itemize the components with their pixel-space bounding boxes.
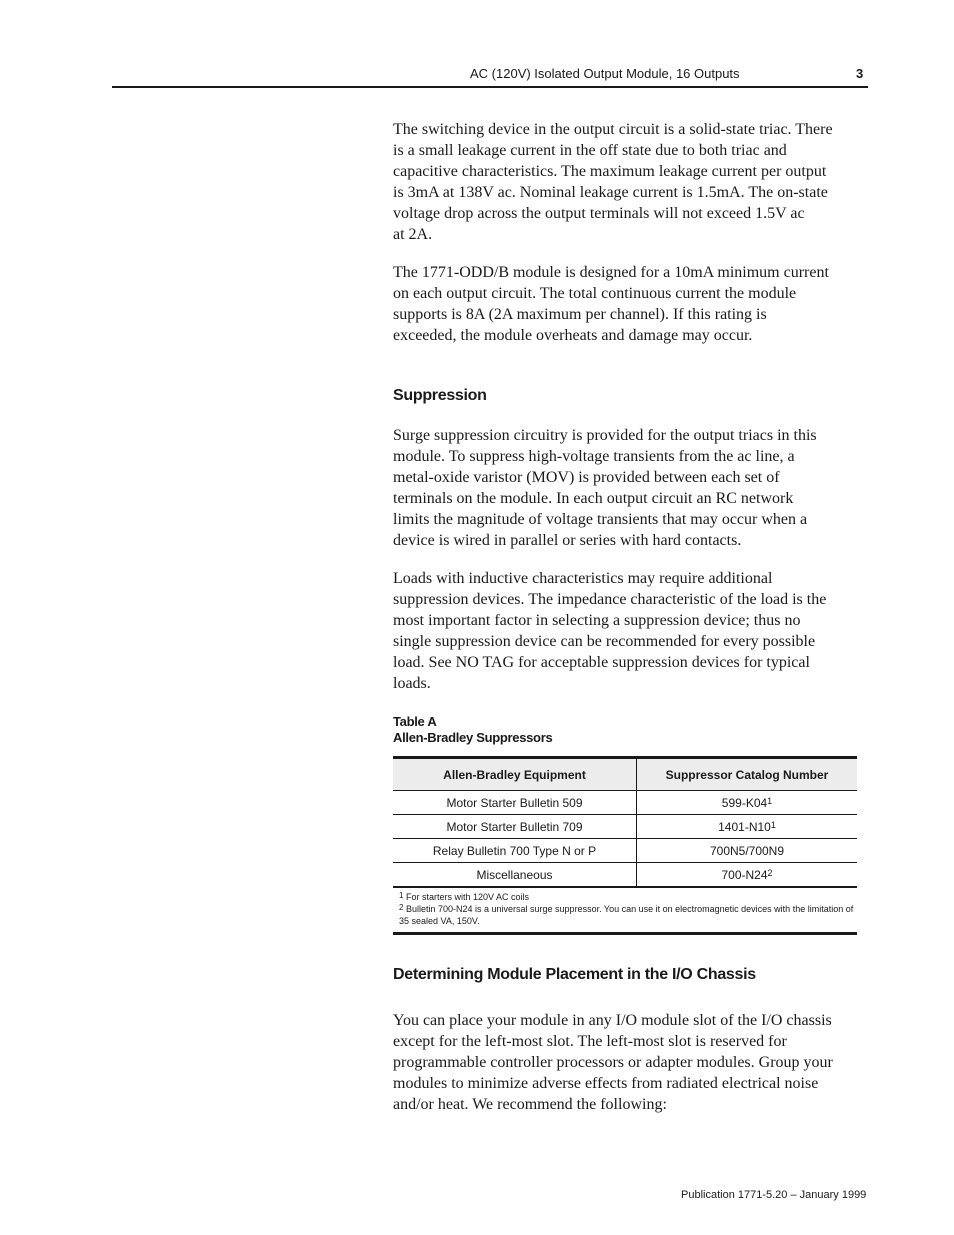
catalog-cell — [637, 863, 857, 886]
suppressors-table — [393, 756, 857, 935]
table-row — [393, 839, 857, 863]
text-line: You can place your module in any I/O module slot of the I/O chassis — [393, 1012, 832, 1029]
table-header-row — [393, 759, 857, 791]
heading-module-placement: Determining Module Placement in the I/O Chassis — [393, 966, 756, 983]
paragraph-inductive-loads — [393, 568, 869, 694]
text-line: single suppression device can be recommended for every possible — [393, 633, 816, 650]
catalog-cell — [637, 839, 857, 862]
footnote-text: For starters with 120V AC coils — [405, 892, 530, 902]
equipment-cell: Relay Bulletin 700 Type N or P — [393, 839, 637, 862]
catalog-number: 700-N24 — [721, 867, 768, 882]
footnote-text: Bulletin 700-N24 is a universal surge suppressor. You can use it on electromagnetic devices with the limitation of — [405, 904, 854, 914]
footnote-ref: 2 — [767, 867, 773, 878]
text-line: The switching device in the output circuit is a solid-state triac. There — [393, 121, 833, 138]
text-line: load. See NO TAG for acceptable suppression devices for typical — [393, 654, 810, 671]
catalog-number: 599-K04 — [721, 795, 768, 810]
table-title: Allen-Bradley Suppressors — [393, 730, 553, 745]
text-line: is 3mA at 138V ac. Nominal leakage current is 1.5mA. The on-state — [393, 184, 828, 201]
footnote-mark: 2 — [399, 903, 404, 912]
paragraph-surge-suppression — [393, 425, 869, 551]
paragraph-minimum-current — [393, 262, 869, 346]
text-line: is a small leakage current in the off state due to both triac and — [393, 142, 787, 159]
equipment-cell: Miscellaneous — [393, 863, 637, 886]
footnote-ref: 1 — [767, 795, 773, 806]
footnote-text: 35 sealed VA, 150V. — [399, 916, 480, 926]
paragraph-module-placement — [393, 1010, 869, 1115]
catalog-number: 700N5/700N9 — [709, 843, 785, 858]
footnote-continuation — [399, 915, 857, 927]
table-row — [393, 863, 857, 888]
text-line: module. To suppress high-voltage transients from the ac line, a — [393, 448, 795, 465]
table-caption — [393, 714, 552, 746]
heading-suppression: Suppression — [393, 387, 487, 404]
text-line: The 1771-ODD/B module is designed for a 10mA minimum current — [393, 264, 829, 281]
footnote — [399, 891, 857, 903]
text-line: and/or heat. We recommend the following: — [393, 1096, 667, 1113]
text-line: on each output circuit. The total continuous current the module — [393, 285, 797, 302]
text-line: most important factor in selecting a suppression device; thus no — [393, 612, 801, 629]
text-line: limits the magnitude of voltage transients that may occur when a — [393, 511, 808, 528]
column-header-equipment: Allen-Bradley Equipment — [393, 759, 637, 790]
text-line: at 2A. — [393, 226, 433, 243]
text-line: device is wired in parallel or series with hard contacts. — [393, 532, 742, 549]
table-row — [393, 815, 857, 839]
catalog-cell — [637, 815, 857, 838]
page-number: 3 — [856, 66, 864, 81]
header-divider — [112, 86, 868, 88]
paragraph-output-circuit — [393, 119, 869, 245]
text-line: supports is 8A (2A maximum per channel). If this rating is — [393, 306, 767, 323]
catalog-number: 1401-N10 — [718, 819, 771, 834]
table-label: Table A — [393, 714, 437, 729]
text-line: metal-oxide varistor (MOV) is provided between each set of — [393, 469, 780, 486]
equipment-cell: Motor Starter Bulletin 509 — [393, 791, 637, 814]
footnote-mark: 1 — [399, 891, 404, 900]
text-line: except for the left-most slot. The left-most slot is reserved for — [393, 1033, 787, 1050]
text-line: modules to minimize adverse effects from radiated electrical noise — [393, 1075, 819, 1092]
table-row — [393, 791, 857, 815]
text-line: programmable controller processors or adapter modules. Group your — [393, 1054, 833, 1071]
running-header-title: AC (120V) Isolated Output Module, 16 Outputs — [470, 66, 740, 81]
text-line: voltage drop across the output terminals will not exceed 1.5V ac — [393, 205, 805, 222]
text-line: loads. — [393, 675, 431, 692]
footnote-ref: 1 — [770, 819, 776, 830]
text-line: terminals on the module. In each output circuit an RC network — [393, 490, 794, 507]
text-line: capacitive characteristics. The maximum leakage current per output — [393, 163, 827, 180]
text-line: Loads with inductive characteristics may require additional — [393, 570, 773, 587]
catalog-cell — [637, 791, 857, 814]
text-line: exceeded, the module overheats and damage may occur. — [393, 327, 753, 344]
equipment-cell: Motor Starter Bulletin 709 — [393, 815, 637, 838]
text-line: Surge suppression circuitry is provided for the output triacs in this — [393, 427, 817, 444]
table-footnotes — [393, 888, 857, 935]
column-header-catalog: Suppressor Catalog Number — [665, 767, 829, 782]
footnote — [399, 903, 857, 915]
text-line: suppression devices. The impedance characteristic of the load is the — [393, 591, 827, 608]
publication-footer: Publication 1771-5.20 – January 1999 — [681, 1189, 867, 1201]
